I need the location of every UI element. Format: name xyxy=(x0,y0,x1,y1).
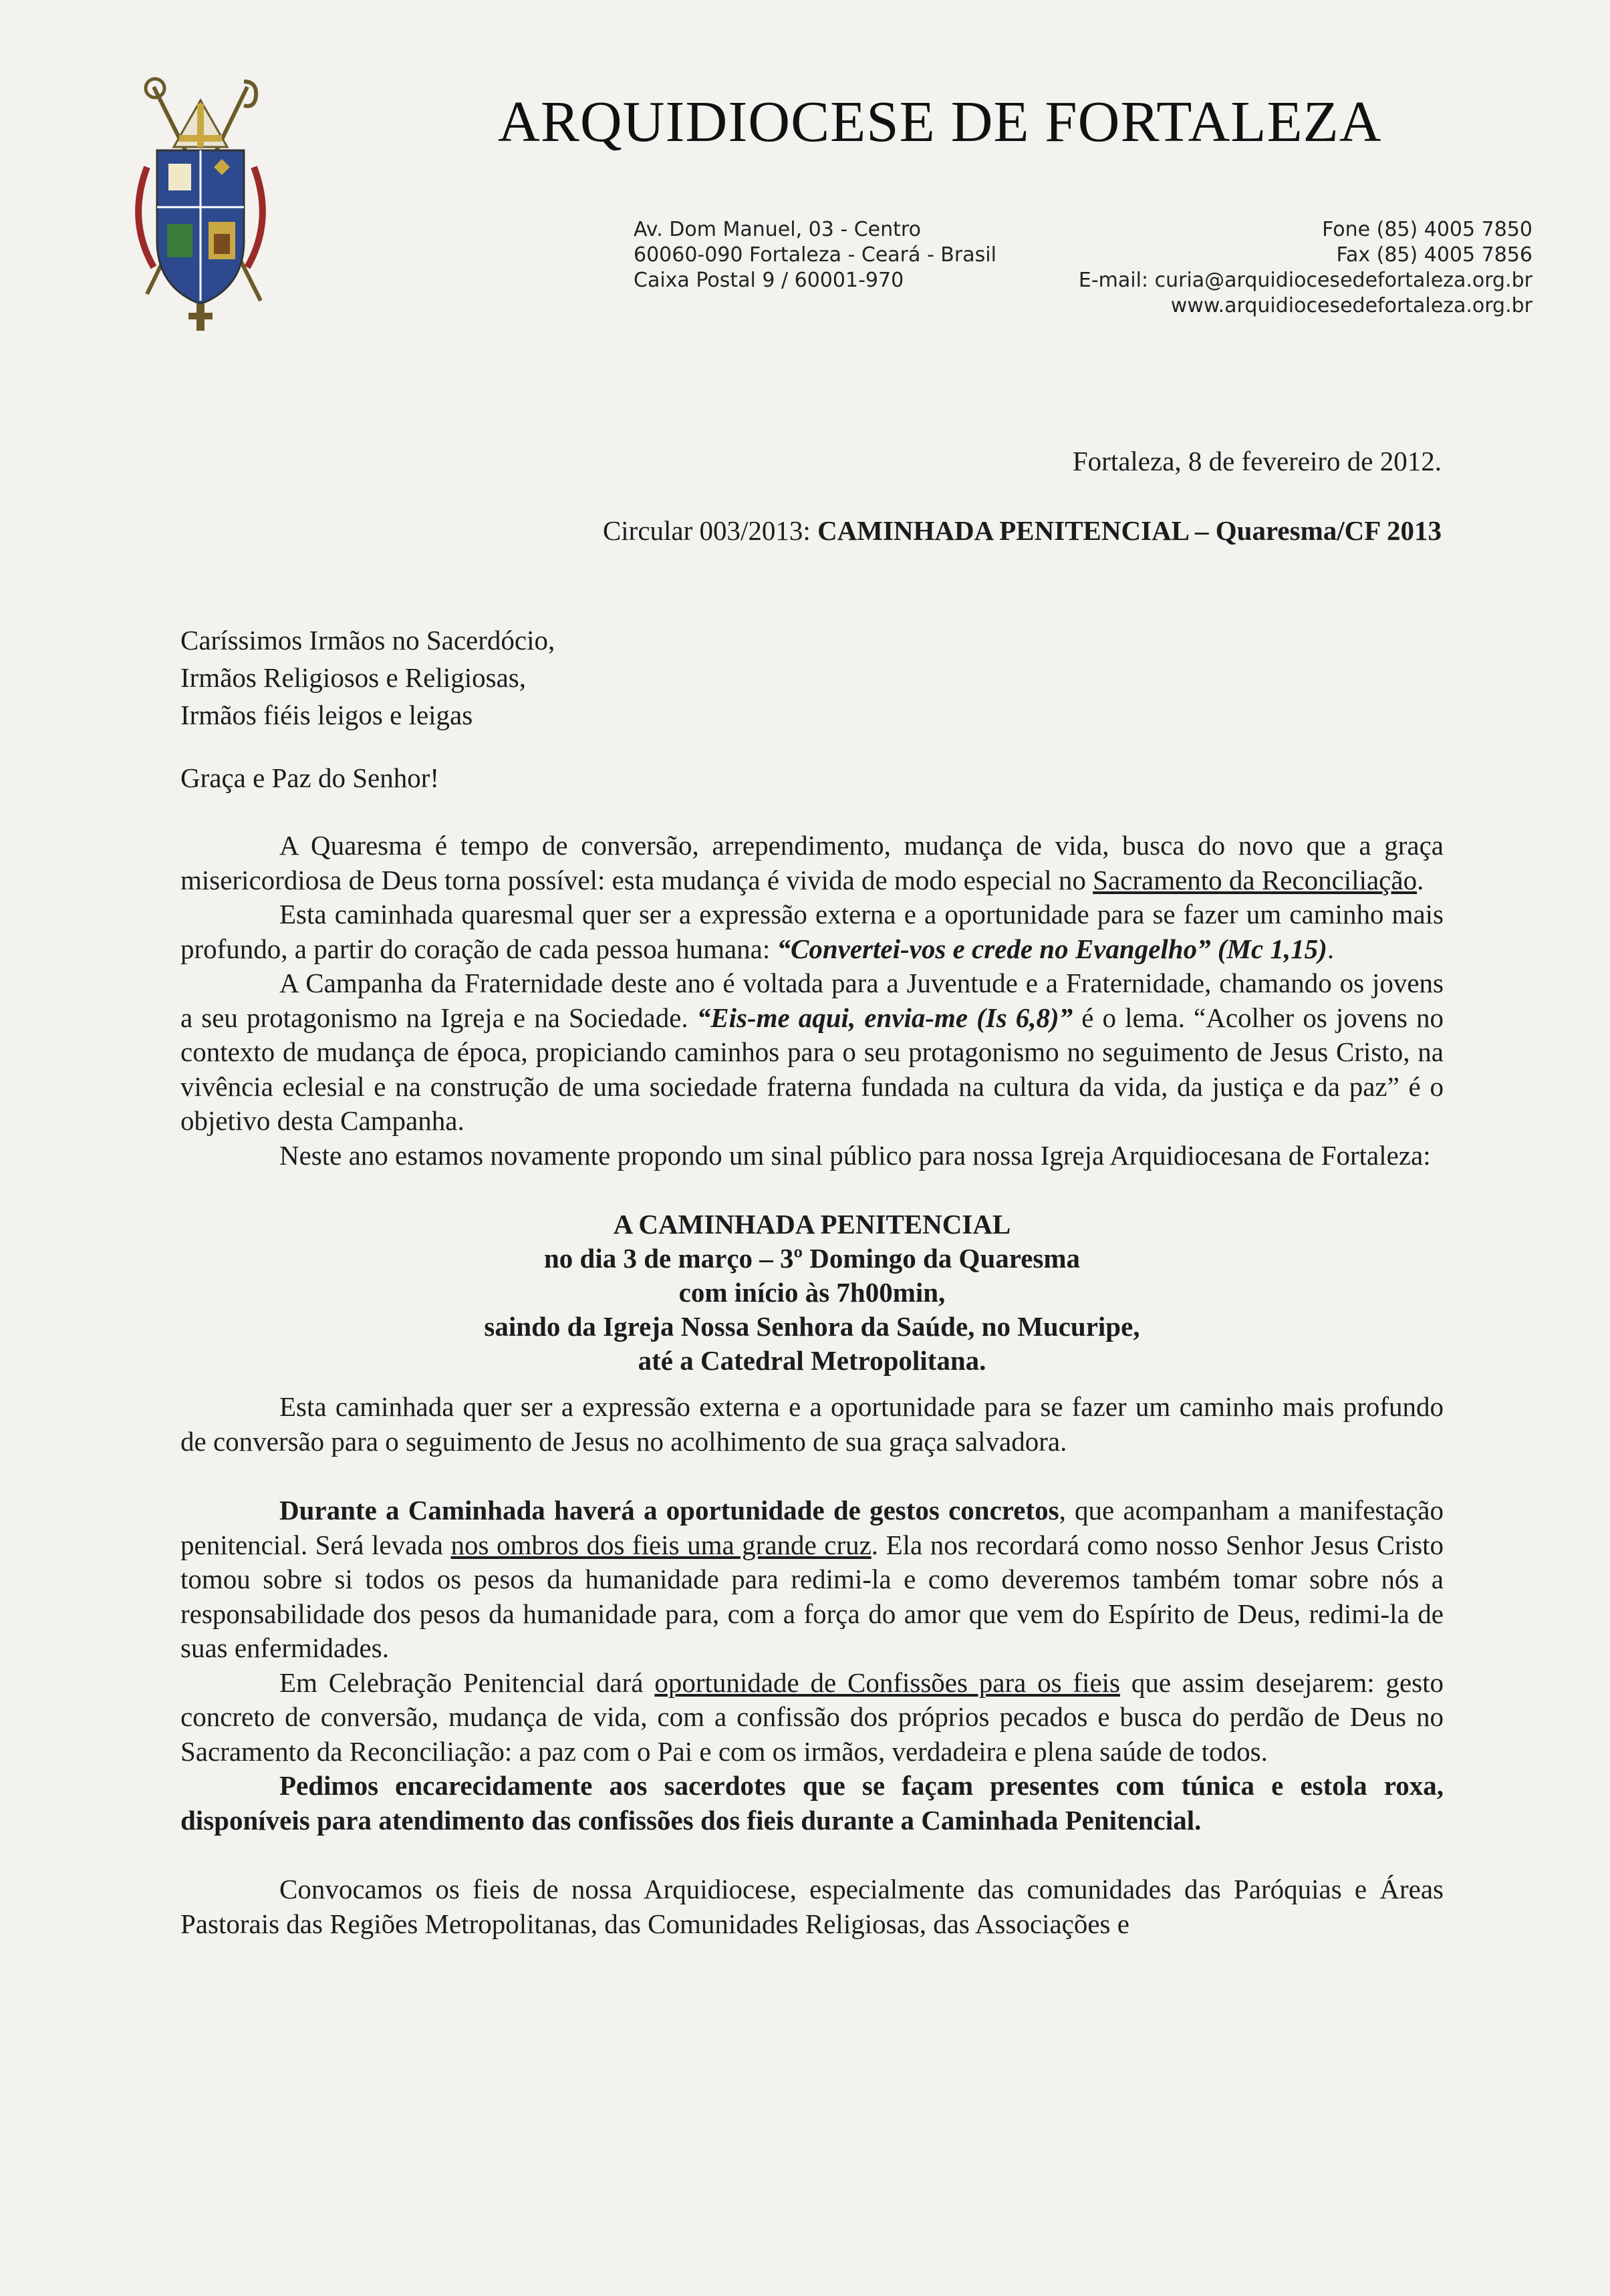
coat-of-arms-icon xyxy=(107,74,294,341)
email-address: E-mail: curia@arquidiocesedefortaleza.org.br xyxy=(1078,269,1532,292)
paragraph-3: A Campanha da Fraternidade deste ano é voltada para a Juventude e a Fraternidade, chamando os jovens a seu protagonismo na Igreja e na Sociedade. “Eis-me aqui, envia-me (Is 6,8)” é o lema. “Acolher os jovens no contexto de mudança de época, propiciando caminhos para o seu protagonismo no seguimento de Jesus Cristo, na vivência eclesial e na construção de uma sociedade fraterna fundada na cultura da vida, da justiça e da paz” é o objetivo desta Campanha. xyxy=(180,968,1444,1136)
letter-body xyxy=(180,829,1444,1941)
event-line: com início às 7h00min, xyxy=(678,1277,946,1308)
postal-address xyxy=(634,217,996,293)
event-line: saindo da Igreja Nossa Senhora da Saúde, no Mucuripe, xyxy=(484,1311,1140,1342)
website-url: www.arquidiocesedefortaleza.org.br xyxy=(1170,294,1532,317)
paragraph-8: Pedimos encarecidamente aos sacerdotes que se façam presentes com túnica e estola roxa, disponíveis para atendimento das confissões dos fieis durante a Caminhada Penitencial. xyxy=(180,1770,1444,1836)
circular-subject: CAMINHADA PENITENCIAL – Quaresma/CF 2013 xyxy=(817,515,1442,546)
address-line: Caixa Postal 9 / 60001-970 xyxy=(634,269,904,292)
letter-date: Fortaleza, 8 de fevereiro de 2012. xyxy=(1072,446,1442,476)
address-line: Av. Dom Manuel, 03 - Centro xyxy=(634,218,921,241)
organization-title: ARQUIDIOCESE DE FORTALEZA xyxy=(498,89,1382,154)
paragraph-1: A Quaresma é tempo de conversão, arrependimento, mudança de vida, busca do novo que a graça misericordiosa de Deus torna possível: esta mudança é vivida de modo especial no Sacramento da Reconciliação. xyxy=(180,830,1444,895)
paragraph-7: Em Celebração Penitencial dará oportunidade de Confissões para os fieis que assim desejarem: gesto concreto de conversão, mudança de vida, com a confissão dos próprios pecados e busca do perdão de Deus no Sacramento da Reconciliação: a paz com o Pai e com os irmãos, verdadeira e plena saúde de todos. xyxy=(180,1667,1444,1767)
salutation-line: Irmãos Religiosos e Religiosas, xyxy=(180,662,527,693)
circular-header xyxy=(603,515,1442,547)
address-line: 60060-090 Fortaleza - Ceará - Brasil xyxy=(634,243,996,267)
phone-number: Fone (85) 4005 7850 xyxy=(1322,218,1532,241)
paragraph-5: Esta caminhada quer ser a expressão externa e a oportunidade para se fazer um caminho mais profundo de conversão para o seguimento de Jesus no acolhimento de sua graça salvadora. xyxy=(180,1391,1444,1457)
paragraph-9: Convocamos os fieis de nossa Arquidiocese, especialmente das comunidades das Paróquias e Áreas Pastorais das Regiões Metropolitanas, das Comunidades Religiosas, das Associações e xyxy=(180,1874,1444,1939)
paragraph-2: Esta caminhada quaresmal quer ser a expressão externa e a oportunidade para se fazer um caminho mais profundo, a partir do coração de cada pessoa humana: “Convertei-vos e crede no Evangelho” (Mc 1,15). xyxy=(180,899,1444,964)
salutation xyxy=(180,621,555,734)
event-details xyxy=(180,1207,1444,1378)
contact-info xyxy=(1079,217,1532,319)
greeting: Graça e Paz do Senhor! xyxy=(180,762,440,793)
paragraph-4: Neste ano estamos novamente propondo um sinal público para nossa Igreja Arquidiocesana de Fortaleza: xyxy=(279,1139,1431,1171)
salutation-line: Caríssimos Irmãos no Sacerdócio, xyxy=(180,625,555,656)
circular-number: Circular 003/2013: xyxy=(602,515,818,546)
salutation-line: Irmãos fiéis leigos e leigas xyxy=(180,700,473,730)
paragraph-6: Durante a Caminhada haverá a oportunidade de gestos concretos, que acompanham a manifestação penitencial. Será levada nos ombros dos fieis uma grande cruz. Ela nos recordará como nosso Senhor Jesus Cristo tomou sobre si todos os pesos da humanidade para redimi-la e como deveremos também tomar sobre nós a responsabilidade dos pesos da humanidade para, com a força do amor que vem do Espírito de Deus, redimi-la de suas enfermidades. xyxy=(180,1495,1444,1663)
event-line: até a Catedral Metropolitana. xyxy=(638,1345,986,1376)
event-line: A CAMINHADA PENITENCIAL xyxy=(613,1209,1011,1240)
fax-number: Fax (85) 4005 7856 xyxy=(1336,243,1532,267)
event-line: no dia 3 de março – 3º Domingo da Quaresma xyxy=(543,1243,1081,1274)
